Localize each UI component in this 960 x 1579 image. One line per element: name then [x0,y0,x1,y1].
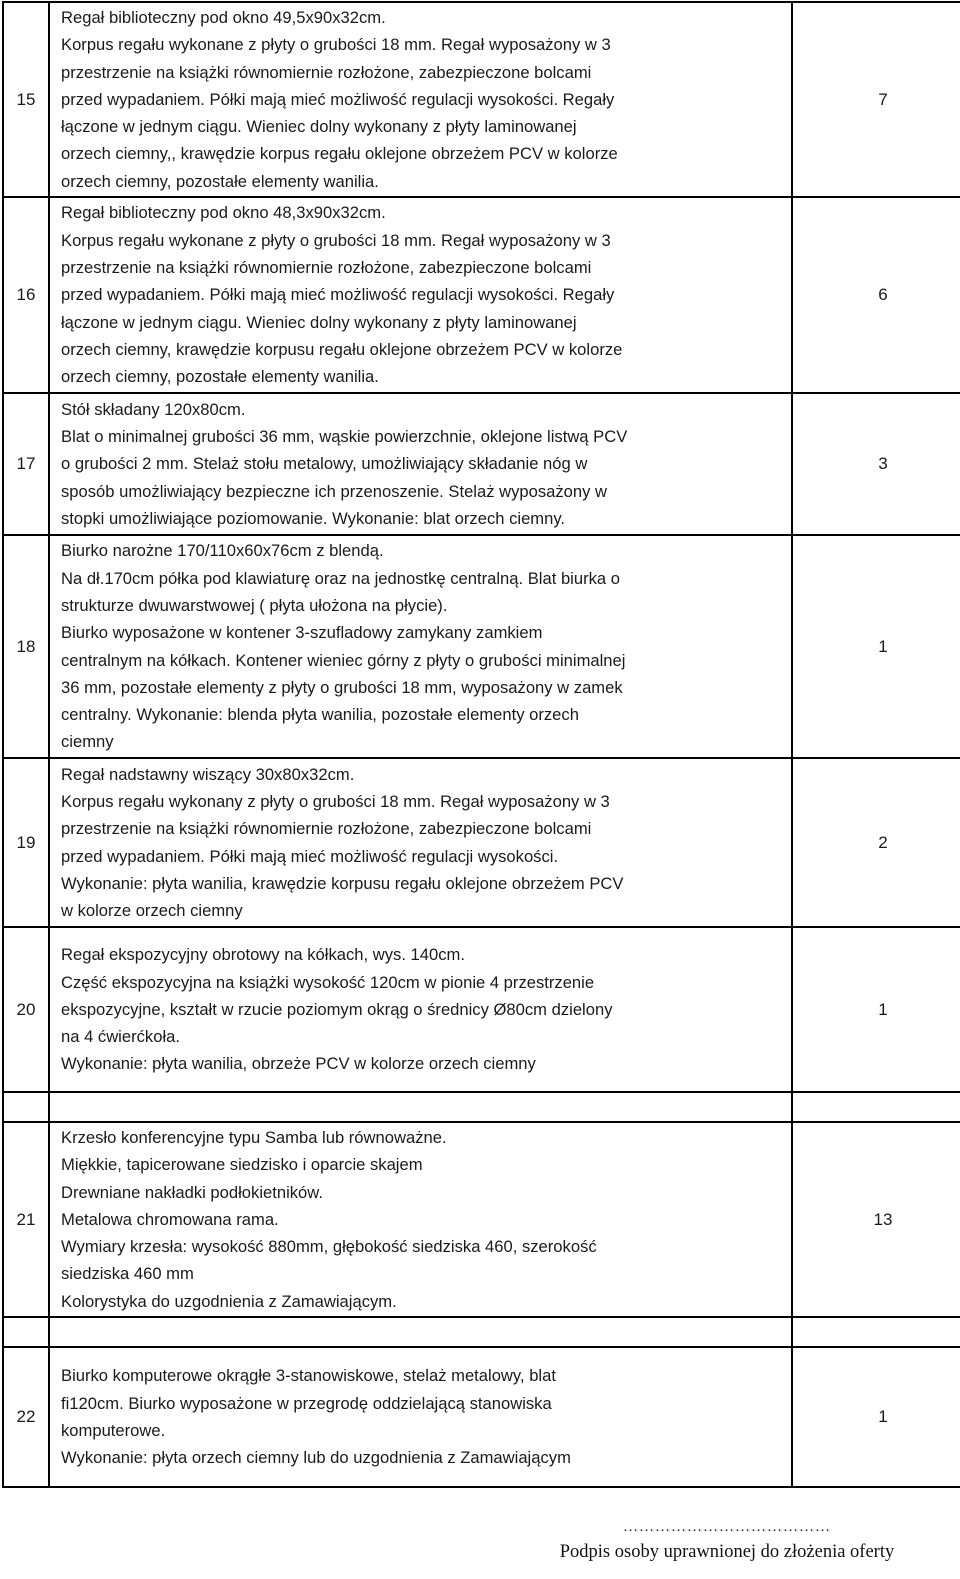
description-line: Biurko wyposażone w kontener 3-szufladowy zamykany zamkiem [61,623,543,643]
description-line: Regał nadstawny wiszący 30x80x32cm. [61,764,355,784]
description-line: orzech ciemny, pozostałe elementy wanilia. [61,367,379,387]
item-quantity: 3 [792,393,960,535]
item-quantity: 1 [792,927,960,1092]
description-line: Wykonanie: płyta wanilia, obrzeże PCV w kolorze orzech ciemny [61,1054,536,1074]
item-quantity: 13 [792,1122,960,1317]
item-description [49,535,792,758]
description-line: Biurko narożne 170/110x60x76cm z blendą. [61,541,384,561]
description-line: o grubości 2 mm. Stelaż stołu metalowy, umożliwiający składanie nóg w [61,454,588,474]
description-line: ciemny [61,732,114,752]
description-line: przestrzenie na książki równomiernie rozłożone, zabezpieczone bolcami [61,819,592,839]
description-line: łączone w jednym ciągu. Wieniec dolny wykonany z płyty laminowanej [61,312,577,332]
description-line: przestrzenie na książki równomiernie rozłożone, zabezpieczone bolcami [61,62,592,82]
spacer-cell [49,1317,792,1347]
item-description [49,927,792,1092]
description-line: w kolorze orzech ciemny [61,901,243,921]
item-number: 16 [3,197,49,393]
item-description [49,393,792,535]
description-line: centralny. Wykonanie: blenda płyta wanilia, pozostałe elementy orzech [61,705,579,725]
signature-line: ………………………………… [623,1519,831,1535]
item-quantity: 2 [792,758,960,927]
description-line: fi120cm. Biurko wyposażone w przegrodę oddzielającą stanowiska [61,1393,552,1413]
description-line: Regał biblioteczny pod okno 49,5x90x32cm. [61,7,386,27]
description-line: Korpus regału wykonane z płyty o grubości 18 mm. Regał wyposażony w 3 [61,35,611,55]
description-line: Metalowa chromowana rama. [61,1209,279,1229]
description-line: przed wypadaniem. Półki mają mieć możliwość regulacji wysokości. Regały [61,89,615,109]
item-description [49,197,792,393]
description-line: Miękkie, tapicerowane siedzisko i oparcie skajem [61,1155,423,1175]
description-line: Korpus regału wykonany z płyty o grubości 18 mm. Regał wyposażony w 3 [61,791,610,811]
table-row [3,535,960,758]
description-line: Blat o minimalnej grubości 36 mm, wąskie powierzchnie, oklejone listwą PCV [61,427,628,447]
item-number: 18 [3,535,49,758]
description-line: orzech ciemny, pozostałe elementy wanilia. [61,171,379,191]
item-description [49,1122,792,1317]
table-row [3,2,960,197]
item-description [49,2,792,197]
description-line: Korpus regału wykonane z płyty o grubości 18 mm. Regał wyposażony w 3 [61,230,611,250]
description-line: Kolorystyka do uzgodnienia z Zamawiającym. [61,1291,397,1311]
description-line: komputerowe. [61,1421,166,1440]
table-row [3,1122,960,1317]
item-number: 21 [3,1122,49,1317]
description-line: Regał ekspozycyjny obrotowy na kółkach, wys. 140cm. [61,945,465,965]
signature-label: Podpis osoby uprawnionej do złożenia oferty [559,1542,895,1562]
description-line: orzech ciemny,, krawędzie korpus regału oklejone obrzeżem PCV w kolorze [61,144,618,164]
description-line: przestrzenie na książki równomiernie rozłożone, zabezpieczone bolcami [61,258,592,278]
description-line: Wykonanie: płyta orzech ciemny lub do uzgodnienia z Zamawiającym [61,1448,571,1468]
spacer-cell [3,1092,49,1122]
spacer-cell [49,1092,792,1122]
description-line: Wymiary krzesła: wysokość 880mm, głębokość siedziska 460, szerokość [61,1237,597,1257]
description-line: łączone w jednym ciągu. Wieniec dolny wykonany z płyty laminowanej [61,117,577,137]
item-description [49,758,792,927]
description-line: centralnym na kółkach. Kontener wieniec górny z płyty o grubości minimalnej [61,650,626,670]
description-line: sposób umożliwiający bezpieczne ich przenoszenie. Stelaż wyposażony w [61,481,608,501]
description-line: Regał biblioteczny pod okno 48,3x90x32cm. [61,203,386,223]
description-line: przed wypadaniem. Półki mają mieć możliwość regulacji wysokości. [61,846,559,866]
table-spacer-row [3,1092,960,1122]
description-line: Część ekspozycyjna na książki wysokość 120cm w pionie 4 przestrzenie [61,972,595,992]
description-line: orzech ciemny, krawędzie korpusu regału oklejone obrzeżem PCV w kolorze [61,339,623,359]
item-quantity: 6 [792,197,960,393]
specification-table [2,1,960,1488]
description-line: ekspozycyjne, kształt w rzucie poziomym okrąg o średnicy Ø80cm dzielony [61,999,613,1019]
item-number: 20 [3,927,49,1092]
item-number: 15 [3,2,49,197]
description-line: Na dł.170cm półka pod klawiaturę oraz na jednostkę centralną. Blat biurka o [61,568,620,588]
table-row [3,927,960,1092]
table-row [3,393,960,535]
description-line: Wykonanie: płyta wanilia, krawędzie korpusu regału oklejone obrzeżem PCV [61,873,624,893]
description-line: Stół składany 120x80cm. [61,399,246,419]
spacer-cell [792,1317,960,1347]
description-line: Drewniane nakładki podłokietników. [61,1182,323,1202]
table-row [3,197,960,393]
table-row [3,1347,960,1487]
item-number: 22 [3,1347,49,1487]
item-description [49,1347,792,1487]
item-quantity: 1 [792,1347,960,1487]
spacer-cell [792,1092,960,1122]
item-quantity: 1 [792,535,960,758]
description-line: stopki umożliwiające poziomowanie. Wykonanie: blat orzech ciemny. [61,508,566,528]
item-number: 17 [3,393,49,535]
spacer-cell [3,1317,49,1347]
description-line: przed wypadaniem. Półki mają mieć możliwość regulacji wysokości. Regały [61,285,615,305]
description-line: siedziska 460 mm [61,1264,194,1284]
item-number: 19 [3,758,49,927]
table-spacer-row [3,1317,960,1347]
description-line: Krzesło konferencyjne typu Samba lub równoważne. [61,1127,447,1147]
description-line: Biurko komputerowe okrągłe 3-stanowiskowe, stelaż metalowy, blat [61,1366,556,1386]
item-quantity: 7 [792,2,960,197]
table-row [3,758,960,927]
signature-block [534,1518,920,1563]
description-line: strukturze dwuwarstwowej ( płyta ułożona na płycie). [61,595,448,615]
description-line: 36 mm, pozostałe elementy z płyty o grubości 18 mm, wyposażony w zamek [61,677,623,697]
description-line: na 4 ćwierćkoła. [61,1027,180,1047]
